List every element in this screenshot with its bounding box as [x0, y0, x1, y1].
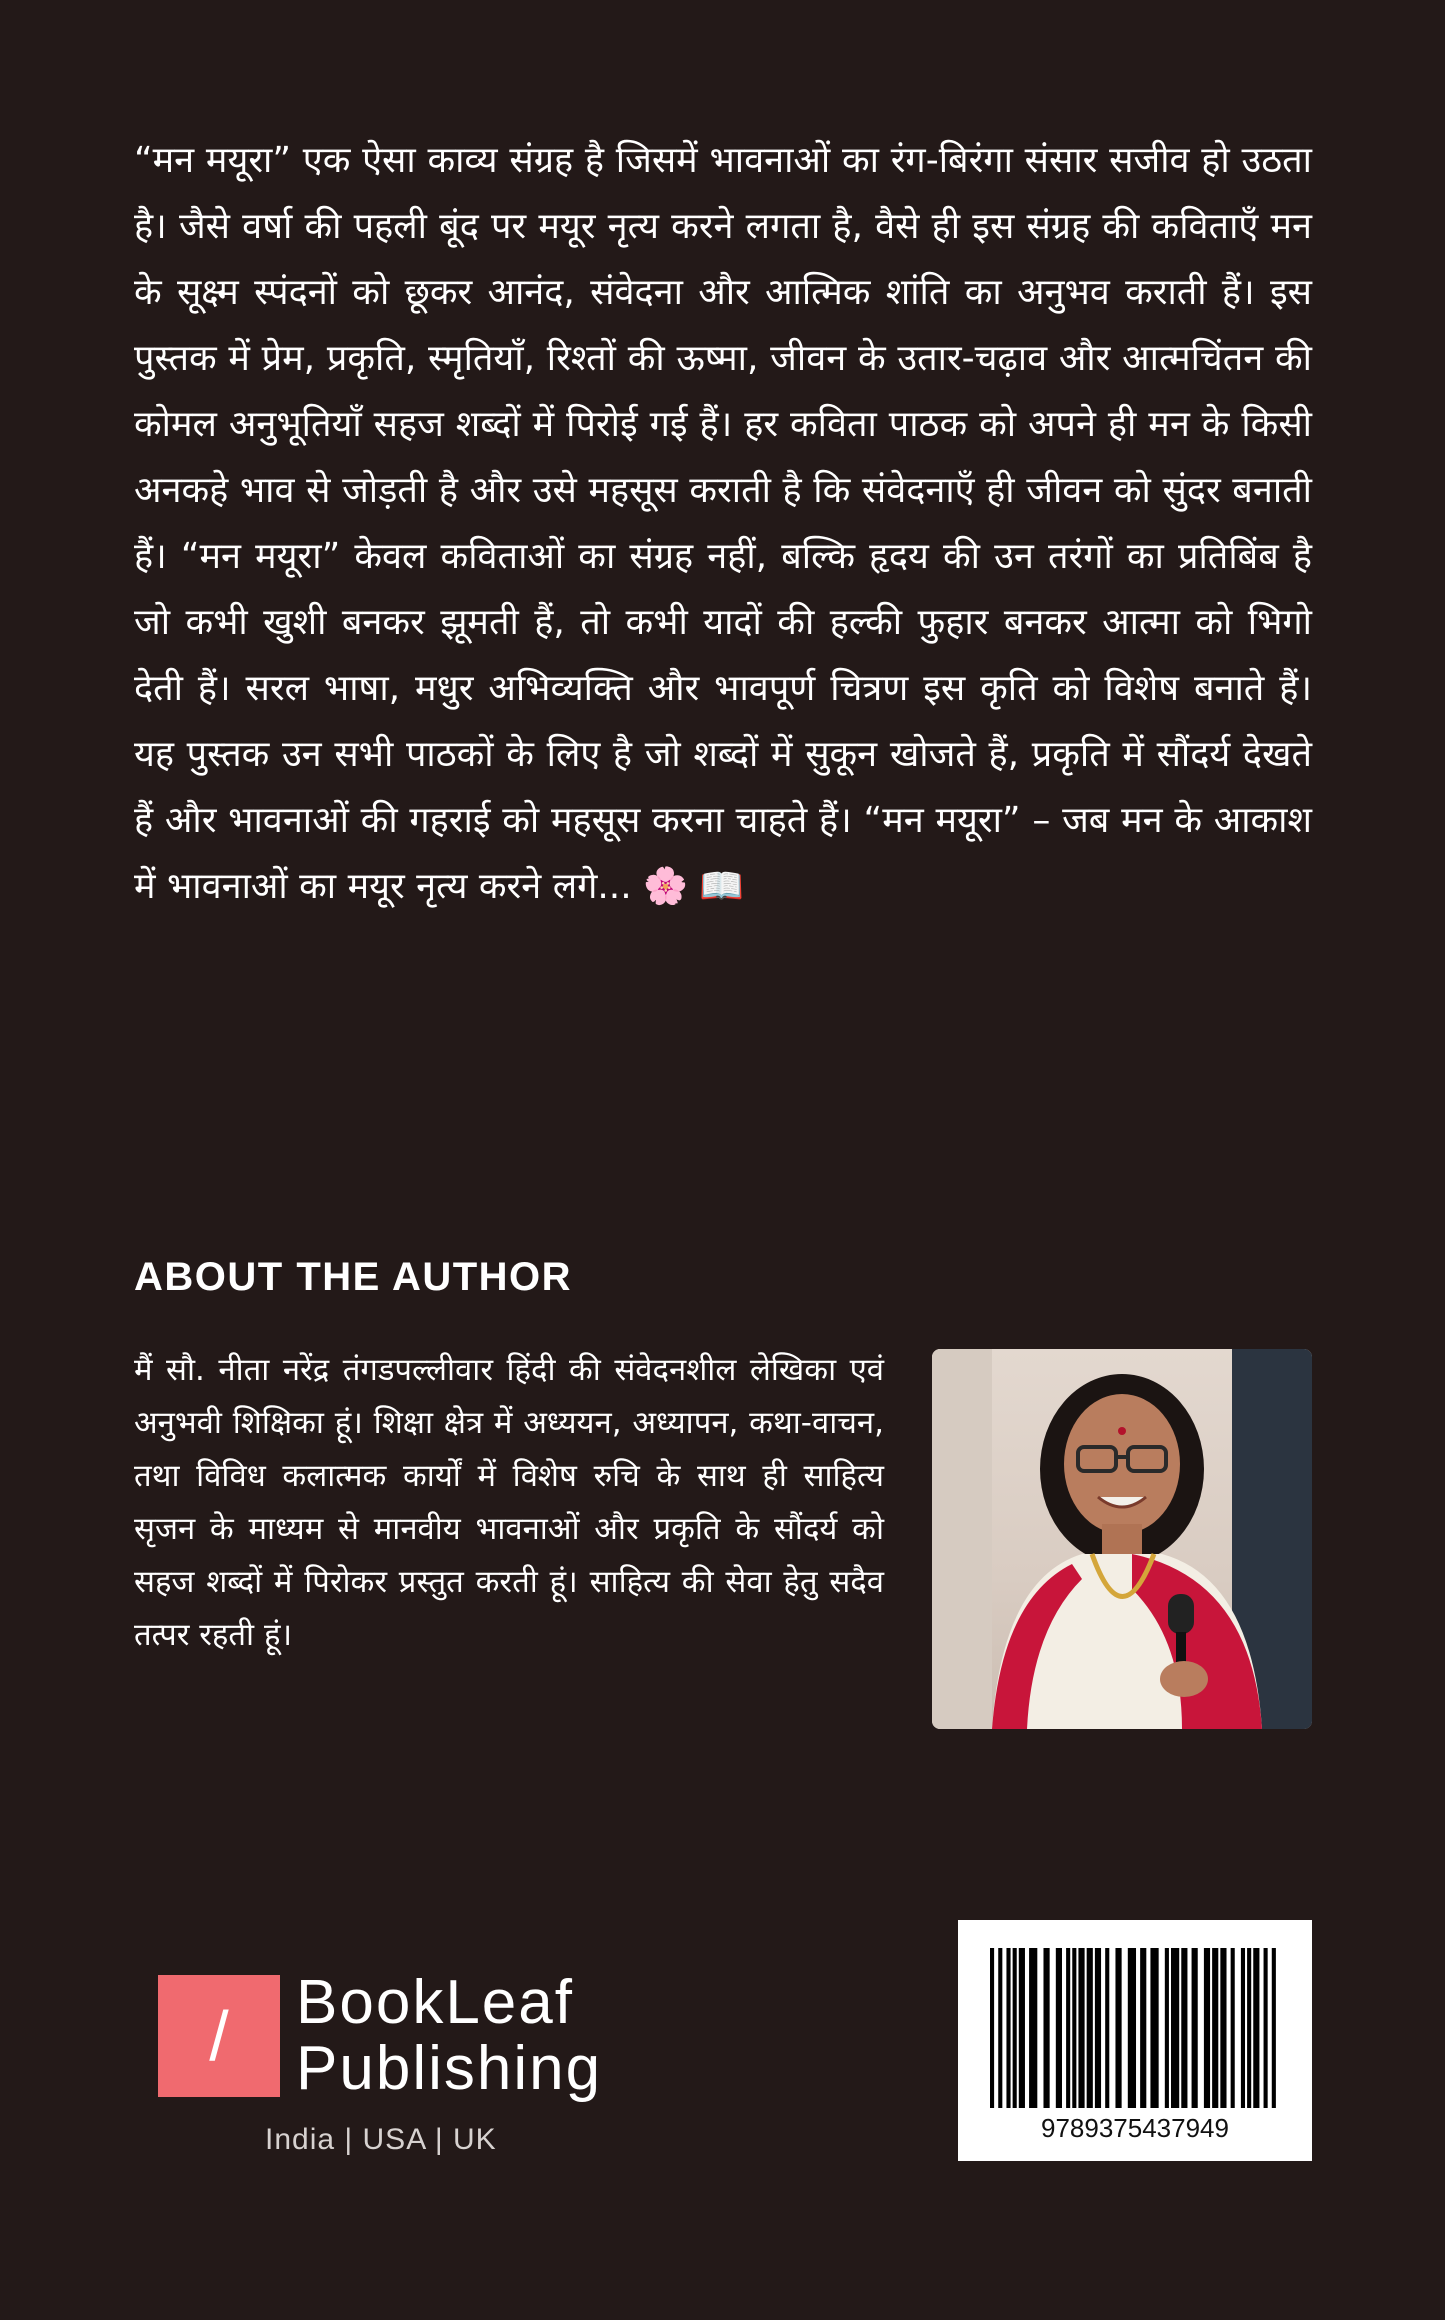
barcode-bar — [1056, 1948, 1062, 2108]
barcode-bar — [1087, 1948, 1093, 2108]
publisher-name-line2: Publishing — [296, 2034, 603, 2103]
barcode-bar — [1212, 1948, 1218, 2108]
barcode-bar — [1220, 1948, 1226, 2108]
barcode-bar — [1066, 1948, 1070, 2108]
back-cover-blurb: “मन मयूरा” एक ऐसा काव्य संग्रह है जिसमें भावनाओं का रंग-बिरंगा संसार सजीव हो उठता है। जैसे वर्षा की पहली बूंद पर मयूर नृत्य करने लगता है, वैसे ही इस संग्रह की कविताएँ मन के सूक्ष्म स्पंदनों को छूकर आनंद, संवेदना और आत्मिक शांति का अनुभव कराती हैं। इस पुस्तक में प्रेम, प्रकृति, स्मृतियाँ, रिश्तों की ऊष्मा, जीवन के उतार-चढ़ाव और आत्मचिंतन की कोमल अनुभूतियाँ सहज शब्दों में पिरोई गई हैं। हर कविता पाठक को अपने ही मन के किसी अनकहे भाव से जोड़ती है और उसे महसूस कराती है कि संवेदनाएँ ही जीवन को सुंदर बनाती हैं। “मन मयूरा” केवल कविताओं का संग्रह नहीं, बल्कि हृदय की उन तरंगों का प्रतिबिंब है जो कभी खुशी बनकर झूमती हैं, तो कभी यादों की हल्की फुहार बनकर आत्मा को भिगो देती हैं। सरल भाषा, मधुर अभिव्यक्ति और भावपूर्ण चित्रण इस कृति को विशेष बनाते हैं। यह पुस्तक उन सभी पाठकों के लिए है जो शब्दों में सुकून खोजते हैं, प्रकृति में सौंदर्य देखते हैं और भावनाओं की गहराई को महसूस करना चाहते हैं। “मन मयूरा” – जब मन के आकाश में भावनाओं का मयूर नृत्य करने लगे... 🌸 📖 — [134, 140, 1312, 907]
isbn-number: 9789375437949 — [1041, 2113, 1229, 2143]
barcode-bar — [1231, 1948, 1235, 2108]
barcode-bar — [1181, 1948, 1187, 2108]
publisher-name-line1: BookLeaf — [296, 1968, 574, 2037]
barcode-bar — [1253, 1948, 1259, 2108]
barcode-bar — [1105, 1948, 1109, 2108]
barcode-bar — [1204, 1948, 1210, 2108]
slash-icon: / — [209, 1997, 229, 2075]
barcode-bar — [1078, 1948, 1084, 2108]
about-author-heading: ABOUT THE AUTHOR — [134, 1255, 573, 1299]
isbn-barcode — [958, 1920, 1312, 2161]
author-bio: मैं सौ. नीता नरेंद्र तंगडपल्लीवार हिंदी की संवेदनशील लेखिका एवं अनुभवी शिक्षिका हूं। शिक्षा क्षेत्र में अध्ययन, अध्यापन, कथा-वाचन, तथा विविध कलात्मक कार्यों में विशेष रुचि के साथ ही साहित्य सृजन के माध्यम से मानवीय भावनाओं और प्रकृति के सौंदर्य को सहज शब्दों में पिरोकर प्रस्तुत करती हूं। साहित्य की सेवा हेतु सदैव तत्पर रहती हूं। — [134, 1352, 884, 1653]
barcode-bar — [998, 1948, 1002, 2108]
barcode-bar — [1247, 1948, 1251, 2108]
barcode-bar — [1241, 1948, 1245, 2108]
barcode-bars — [990, 1948, 1280, 2108]
barcode-bar — [1043, 1948, 1049, 2108]
barcode-bar — [1171, 1948, 1179, 2108]
publisher-regions: India | USA | UK — [265, 2123, 497, 2156]
barcode-bar — [1264, 1948, 1268, 2108]
barcode-bar — [990, 1948, 994, 2108]
author-photo — [932, 1349, 1312, 1729]
barcode-bar — [1115, 1948, 1121, 2108]
barcode-bar — [1095, 1948, 1101, 2108]
barcode-bar — [1140, 1948, 1146, 2108]
barcode-bar — [1013, 1948, 1017, 2108]
barcode-bar — [1272, 1948, 1276, 2108]
publisher-logo-mark — [158, 1975, 280, 2097]
barcode-bar — [1150, 1948, 1158, 2108]
barcode-bar — [1192, 1948, 1198, 2108]
barcode-bar — [1029, 1948, 1037, 2108]
barcode-bar — [1072, 1948, 1076, 2108]
barcode-bar — [1128, 1948, 1136, 2108]
barcode-bar — [1006, 1948, 1010, 2108]
barcode-bar — [1165, 1948, 1169, 2108]
barcode-bar — [1019, 1948, 1025, 2108]
